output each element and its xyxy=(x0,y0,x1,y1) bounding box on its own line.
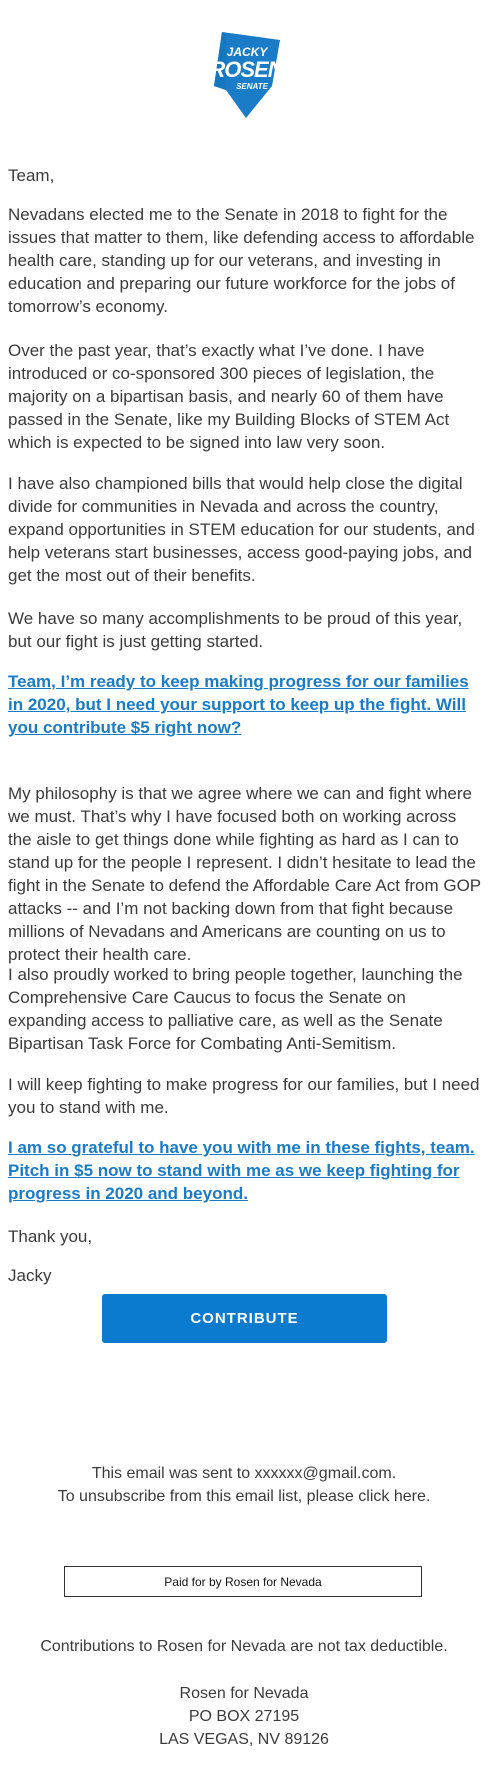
donate-link-2[interactable]: I am so grateful to have you with me in these fights, team. Pitch in $5 now to stand with me as we keep fighting for progress in 2020 and beyond. xyxy=(8,1138,475,1203)
po-box: PO BOX 27195 xyxy=(188,1708,300,1725)
donate-link-1[interactable]: Team, I’m ready to keep making progress for our families in 2020, but I need your support to keep up the fight. Will you contribute $5 right now? xyxy=(8,672,469,737)
paid-for-text: Paid for by Rosen for Nevada xyxy=(164,1574,322,1589)
org-name: Rosen for Nevada xyxy=(179,1685,309,1702)
contribute-button[interactable]: CONTRIBUTE xyxy=(102,1294,387,1343)
sent-to-text: This email was sent to xxxxxx@gmail.com. xyxy=(91,1465,397,1482)
greeting: Team, xyxy=(8,166,55,185)
signoff: Thank you, xyxy=(8,1227,93,1246)
logo-last-name: ROSEN xyxy=(212,57,282,82)
paragraph-7: I will keep fighting to make progress for our families, but I need you to stand with me. xyxy=(8,1075,480,1117)
tax-note: Contributions to Rosen for Nevada are not tax deductible. xyxy=(40,1638,448,1655)
logo-senate: SENATE xyxy=(236,82,268,91)
paragraph-2: Over the past year, that’s exactly what I’ve done. I have introduced or co-sponsored 300 pieces of legislation, the majority on a bipartisan basis, and nearly 60 of them have passed in the Senate, like my Building Blocks of STEM Act which is expected to be signed into law very soon. xyxy=(8,341,450,452)
paragraph-1: Nevadans elected me to the Senate in 2018 to fight for the issues that matter to them, like defending access to affordable health care, standing up for our veterans, and investing in education and preparing our future workforce for the jobs of tomorrow’s economy. xyxy=(8,205,475,316)
paragraph-6: I also proudly worked to bring people together, launching the Comprehensive Care Caucus to focus the Senate on expanding access to palliative care, as well as the Senate Bipartisan Task Force for Combating Anti-Semitism. xyxy=(8,965,463,1053)
unsubscribe-link[interactable]: To unsubscribe from this email list, please click here. xyxy=(57,1488,431,1505)
paragraph-5: My philosophy is that we agree where we can and fight where we must. That’s why I have focused both on working across the aisle to get things done while fighting as hard as I can to stand up for the people I represent. I didn’t hesitate to lead the fight in the Senate to defend the Affordable Care Act from GOP attacks -- and I’m not backing down from that fight because millions of Nevadans and Americans are counting on us to protect their health care. xyxy=(8,784,481,964)
paragraph-3: I have also championed bills that would help close the digital divide for communities in Nevada and across the country, expand opportunities in STEM education for our students, and help veterans start businesses, access good-paying jobs, and get the most out of their benefits. xyxy=(8,474,475,585)
paid-for-disclaimer xyxy=(64,1566,422,1597)
rosen-senate-logo xyxy=(212,30,282,122)
logo-first-name: JACKY xyxy=(226,45,268,59)
signature: Jacky xyxy=(8,1266,52,1285)
city-address: LAS VEGAS, NV 89126 xyxy=(159,1731,329,1748)
paragraph-4: We have so many accomplishments to be proud of this year, but our fight is just getting started. xyxy=(8,609,463,651)
